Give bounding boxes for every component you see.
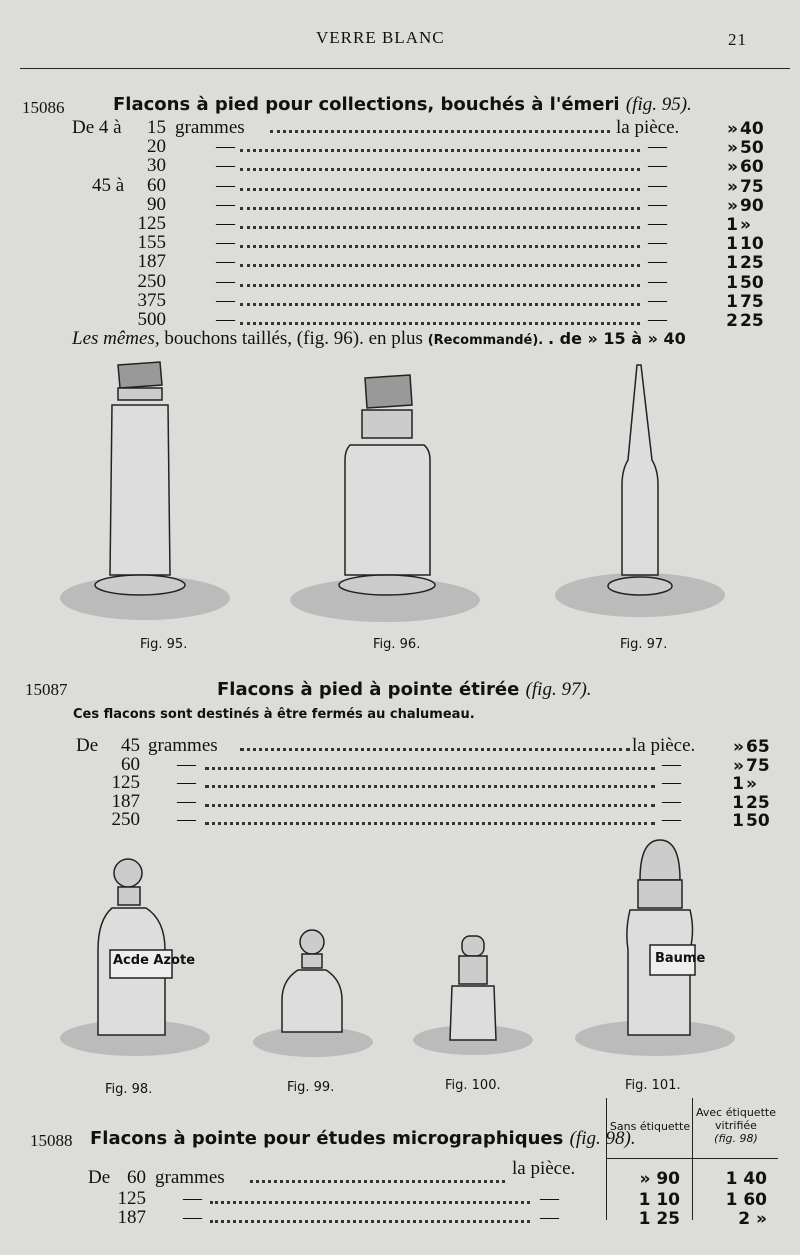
row-per-unit: — xyxy=(648,232,667,253)
label-azote: Acde Azote xyxy=(113,953,196,968)
row-per-unit: — xyxy=(540,1188,559,1209)
row-price-francs: 1 xyxy=(726,234,738,254)
row-price-francs: 1 xyxy=(732,811,744,831)
row-price-cents: 25 xyxy=(740,311,764,331)
row-price-francs: 1 xyxy=(732,774,744,794)
row-per-unit: — xyxy=(648,136,667,157)
row-unit: — xyxy=(177,754,196,775)
row-leader-dots xyxy=(240,245,640,248)
row-price-cents: 25 xyxy=(740,253,764,273)
section-subtitle-15087: Ces flacons sont destinés à être fermés au chalumeau. xyxy=(73,707,475,722)
row-quantity: 20 xyxy=(147,136,166,157)
row-per-unit: — xyxy=(648,271,667,292)
table-divider-left xyxy=(606,1098,607,1220)
row-per-unit: la pièce. xyxy=(512,1158,576,1179)
row-price-cents: 50 xyxy=(746,811,770,831)
row-price-cents: 60 xyxy=(740,157,764,177)
row-price-cents: 25 xyxy=(746,793,770,813)
row-price-sans-etiquette: 1 25 xyxy=(638,1209,680,1229)
row-unit: — xyxy=(216,155,235,176)
row-price-cents: 75 xyxy=(746,756,770,776)
item-ref-15086: 15086 xyxy=(22,98,65,117)
section-title-15087: Flacons à pied à pointe étirée (fig. 97). xyxy=(217,679,592,700)
row-quantity: 60 xyxy=(121,754,140,775)
row-per-unit: — xyxy=(540,1207,559,1228)
row-price-francs: 1 xyxy=(732,793,744,813)
row-quantity: 30 xyxy=(147,155,166,176)
row-prefix: De xyxy=(88,1167,111,1188)
row-per-unit: — xyxy=(662,809,681,830)
table-header-rule xyxy=(606,1158,778,1159)
row-unit: — xyxy=(216,251,235,272)
fig-100-caption: Fig. 100. xyxy=(445,1078,501,1093)
label-baume: Baume xyxy=(655,951,706,966)
row-price-cents: 10 xyxy=(740,234,764,254)
row-unit: — xyxy=(177,791,196,812)
row-unit: — xyxy=(183,1188,202,1209)
row-unit: — xyxy=(216,290,235,311)
row-unit: grammes xyxy=(175,117,245,138)
row-leader-dots xyxy=(205,767,655,770)
row-price-cents: » xyxy=(746,774,757,794)
row-per-unit: la pièce. xyxy=(632,735,696,756)
row-leader-dots xyxy=(240,264,640,267)
section-title-15086: Flacons à pied pour collections, bouchés à l'émeri (fig. 95). xyxy=(113,94,692,115)
row-per-unit: — xyxy=(648,290,667,311)
item-ref-15088: 15088 xyxy=(30,1131,73,1150)
row-quantity: 250 xyxy=(111,809,140,830)
row-quantity: 15 xyxy=(147,117,166,138)
row-leader-dots xyxy=(240,207,640,210)
row-unit: — xyxy=(216,194,235,215)
row-quantity: 375 xyxy=(137,290,166,311)
row-leader-dots xyxy=(250,1180,505,1183)
page-number: 21 xyxy=(728,30,747,49)
row-price-francs: » xyxy=(727,138,738,158)
row-price-sans-etiquette: » 90 xyxy=(639,1169,680,1189)
row-quantity: 125 xyxy=(111,772,140,793)
row-price-francs: » xyxy=(733,756,744,776)
fig-98-caption: Fig. 98. xyxy=(105,1082,153,1097)
row-price-avec-etiquette: 2 » xyxy=(738,1209,767,1229)
row-per-unit: — xyxy=(648,194,667,215)
row-price-cents: 50 xyxy=(740,138,764,158)
row-leader-dots xyxy=(210,1220,530,1223)
row-unit: — xyxy=(216,309,235,330)
row-leader-dots xyxy=(240,322,640,325)
section-title-15088: Flacons à pointe pour études micrographiques (fig. 98). xyxy=(90,1128,636,1149)
row-unit: — xyxy=(216,271,235,292)
row-price-avec-etiquette: 1 40 xyxy=(725,1169,767,1189)
page-header-title: VERRE BLANC xyxy=(316,28,445,47)
row-per-unit: — xyxy=(648,175,667,196)
row-price-cents: 75 xyxy=(740,292,764,312)
row-per-unit: — xyxy=(662,772,681,793)
row-per-unit: — xyxy=(662,754,681,775)
fig-97-caption: Fig. 97. xyxy=(620,637,668,652)
row-price-cents: 50 xyxy=(740,273,764,293)
fig-99-caption: Fig. 99. xyxy=(287,1080,335,1095)
row-unit: — xyxy=(216,213,235,234)
col-sans-etiquette: Sans étiquette xyxy=(609,1120,691,1133)
row-price-francs: » xyxy=(727,196,738,216)
row-per-unit: — xyxy=(648,251,667,272)
row-leader-dots xyxy=(240,748,630,751)
row-quantity: 60 xyxy=(147,175,166,196)
row-quantity: 187 xyxy=(117,1207,146,1228)
row-quantity: 125 xyxy=(117,1188,146,1209)
row-unit: — xyxy=(216,175,235,196)
row-prefix: De xyxy=(76,735,99,756)
table-divider-mid xyxy=(692,1098,693,1220)
row-leader-dots xyxy=(240,149,640,152)
fig-95-caption: Fig. 95. xyxy=(140,637,188,652)
row-quantity: 125 xyxy=(137,213,166,234)
row-leader-dots xyxy=(205,804,655,807)
row-price-francs: » xyxy=(727,157,738,177)
row-leader-dots xyxy=(240,188,640,191)
row-unit: — xyxy=(177,809,196,830)
row-quantity: 250 xyxy=(137,271,166,292)
row-per-unit: — xyxy=(662,791,681,812)
row-price-cents: 75 xyxy=(740,177,764,197)
row-unit: grammes xyxy=(155,1167,225,1188)
row-quantity: 187 xyxy=(137,251,166,272)
row-price-francs: 1 xyxy=(726,292,738,312)
row-prefix: 45 à xyxy=(92,175,125,196)
col-avec-etiquette: Avec étiquette vitrifiée (fig. 98) xyxy=(696,1106,776,1145)
row-leader-dots xyxy=(210,1201,530,1204)
figures-95-97 xyxy=(0,350,800,650)
row-leader-dots xyxy=(205,785,655,788)
row-unit: grammes xyxy=(148,735,218,756)
row-quantity: 45 xyxy=(121,735,140,756)
row-leader-dots xyxy=(240,303,640,306)
row-price-cents: » xyxy=(740,215,751,235)
fig-101-caption: Fig. 101. xyxy=(625,1078,681,1093)
row-leader-dots xyxy=(240,168,640,171)
row-leader-dots xyxy=(270,130,610,133)
row-per-unit: — xyxy=(648,309,667,330)
row-quantity: 155 xyxy=(137,232,166,253)
row-price-avec-etiquette: 1 60 xyxy=(725,1190,767,1210)
row-leader-dots xyxy=(240,226,640,229)
row-price-cents: 40 xyxy=(740,119,764,139)
row-price-cents: 90 xyxy=(740,196,764,216)
row-quantity: 60 xyxy=(127,1167,146,1188)
row-per-unit: — xyxy=(648,155,667,176)
row-unit: — xyxy=(216,136,235,157)
row-price-francs: » xyxy=(727,177,738,197)
row-quantity: 90 xyxy=(147,194,166,215)
row-price-cents: 65 xyxy=(746,737,770,757)
row-price-francs: 1 xyxy=(726,215,738,235)
row-leader-dots xyxy=(205,822,655,825)
row-unit: — xyxy=(216,232,235,253)
note-line-15086: Les mêmes, bouchons taillés, (fig. 96). en plus (Recommandé). . de » 15 à » 40 xyxy=(72,328,686,349)
fig-96-caption: Fig. 96. xyxy=(373,637,421,652)
row-price-sans-etiquette: 1 10 xyxy=(638,1190,680,1210)
row-prefix: De 4 à xyxy=(72,117,122,138)
row-unit: — xyxy=(177,772,196,793)
header-rule xyxy=(20,68,790,69)
row-price-francs: 2 xyxy=(726,311,738,331)
row-price-francs: » xyxy=(727,119,738,139)
row-price-francs: 1 xyxy=(726,273,738,293)
row-price-francs: 1 xyxy=(726,253,738,273)
row-per-unit: la pièce. xyxy=(616,117,680,138)
row-leader-dots xyxy=(240,284,640,287)
row-per-unit: — xyxy=(648,213,667,234)
item-ref-15087: 15087 xyxy=(25,680,68,699)
row-quantity: 187 xyxy=(111,791,140,812)
row-unit: — xyxy=(183,1207,202,1228)
row-price-francs: » xyxy=(733,737,744,757)
row-quantity: 500 xyxy=(137,309,166,330)
